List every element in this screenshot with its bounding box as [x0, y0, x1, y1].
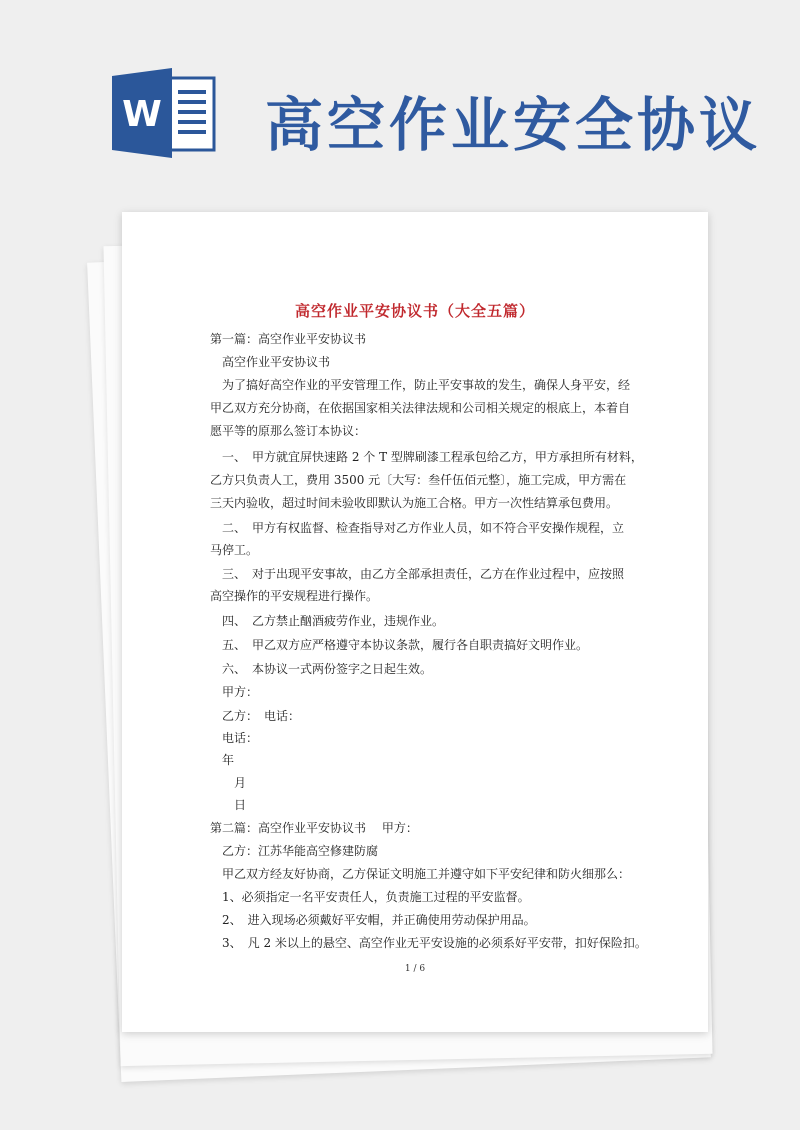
doc-line: 第一篇：高空作业平安协议书 — [210, 332, 367, 346]
doc-line: 三、 对于出现平安事故，由乙方全部承担责任，乙方在作业过程中，应按照 — [210, 567, 625, 581]
doc-line: 电话： — [210, 731, 259, 745]
doc-line: 乙方：江苏华能高空修建防腐 — [210, 844, 379, 858]
doc-line: 高空操作的平安规程进行操作。 — [210, 589, 379, 603]
doc-line: 日 — [210, 798, 247, 812]
doc-line: 四、 乙方禁止酗酒疲劳作业，违规作业。 — [210, 614, 445, 628]
doc-line: 为了搞好高空作业的平安管理工作，防止平安事故的发生，确保人身平安，经 — [210, 378, 631, 392]
doc-line: 2、 进入现场必须戴好平安帽，并正确使用劳动保护用品。 — [210, 913, 536, 927]
doc-line: 五、 甲乙双方应严格遵守本协议条款，履行各自职责搞好文明作业。 — [210, 638, 589, 652]
doc-line: 马停工。 — [210, 543, 259, 557]
document-title: 高空作业平安协议书（大全五篇） — [294, 302, 535, 320]
doc-line: 3、 凡 2 米以上的悬空、高空作业无平安设施的必须系好平安带，扣好保险扣。 — [210, 936, 647, 950]
word-document-icon — [112, 68, 218, 158]
doc-line: 愿平等的原那么签订本协议： — [210, 424, 367, 438]
doc-line: 第二篇：高空作业平安协议书 甲方： — [210, 821, 418, 835]
doc-line: 乙方只负责人工，费用 3500 元〔大写：叁仟伍佰元整〕，施工完成，甲方需在 — [210, 473, 627, 487]
doc-line: 1、必须指定一名平安责任人，负责施工过程的平安监督。 — [210, 890, 530, 904]
doc-line: 二、 甲方有权监督、检查指导对乙方作业人员，如不符合平安操作规程，立 — [210, 521, 625, 535]
doc-line: 六、 本协议一式两份签字之日起生效。 — [210, 662, 433, 676]
doc-line: 甲乙双方充分协商，在依据国家相关法律法规和公司相关规定的根底上，本着自 — [210, 401, 631, 415]
doc-line: 乙方： 电话： — [210, 709, 301, 723]
document-page — [122, 212, 708, 1032]
header-banner — [0, 0, 800, 200]
word-icon-letter: W — [122, 94, 162, 135]
banner-title: 高空作业安全协议 — [265, 91, 762, 159]
doc-line: 月 — [210, 776, 247, 790]
doc-line: 高空作业平安协议书 — [210, 355, 331, 369]
page-number: 1 / 6 — [404, 964, 426, 974]
doc-line: 一、 甲方就宜屏快速路 2 个 T 型牌刷漆工程承包给乙方，甲方承担所有材料， — [210, 450, 643, 464]
doc-line: 甲乙双方经友好协商，乙方保证文明施工并遵守如下平安纪律和防火细那么： — [210, 867, 631, 881]
doc-line: 年 — [210, 753, 235, 767]
doc-line: 甲方： — [210, 685, 259, 699]
doc-line: 三天内验收，超过时间未验收即默认为施工合格。甲方一次性结算承包费用。 — [210, 496, 619, 510]
